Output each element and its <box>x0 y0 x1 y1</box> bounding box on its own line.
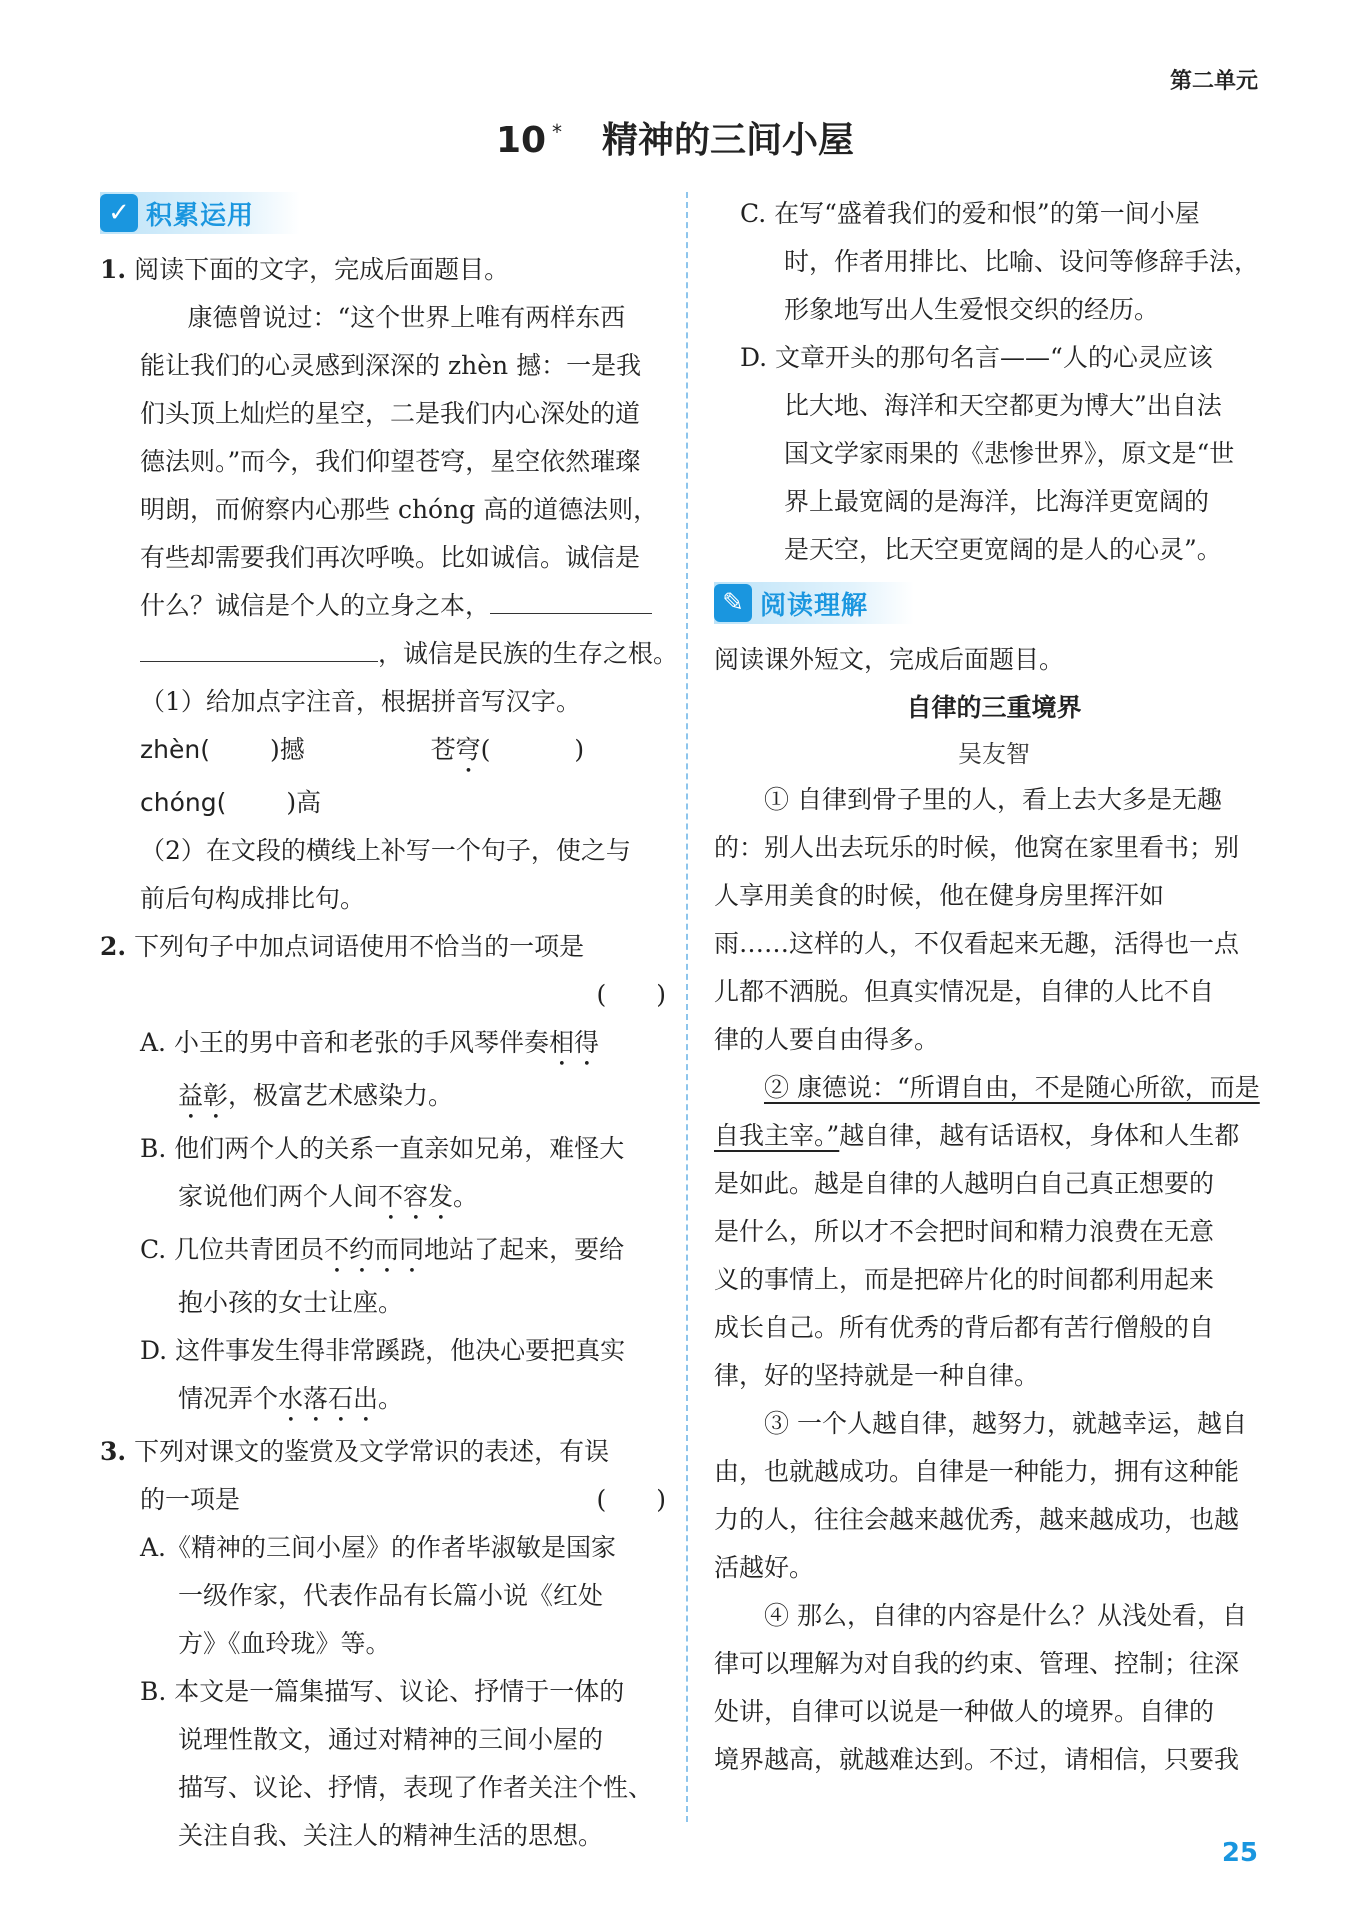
article-line: 境界越高，就越难达到。不过，请相信，只要我 <box>714 1745 1240 1774</box>
underlined-quote: ② 康德说：“所谓自由，不是随心所欲，而是 <box>764 1073 1260 1102</box>
option-b: 家说他们两个人间不容发。 <box>178 1182 479 1211</box>
underlined-quote: 自我主宰。” <box>714 1121 840 1150</box>
passage-line: 们头顶上灿烂的星空，二是我们内心深处的道 <box>140 399 641 428</box>
option-a: 方》《血玲珑》等。 <box>178 1629 391 1658</box>
article-line: 人享用美食的时候，他在健身房里挥汗如 <box>714 881 1165 910</box>
article-line: 律可以理解为对自我的约束、管理、控制；往深 <box>714 1649 1240 1678</box>
article-line: 义的事情上，而是把碎片化的时间都利用起来 <box>714 1265 1215 1294</box>
passage-line: 德法则。”而今，我们仰望苍穹，星空依然璀璨 <box>140 447 641 476</box>
option-a: 一级作家，代表作品有长篇小说《红处 <box>178 1581 604 1610</box>
right-column <box>714 190 1274 1784</box>
option-c: C. 在写“盛着我们的爱和恨”的第一间小屋 <box>740 199 1200 228</box>
lesson-number: 10 <box>495 120 547 161</box>
article-line: 雨……这样的人，不仅看起来无趣，活得也一点 <box>714 929 1240 958</box>
passage-line: 康德曾说过：“这个世界上唯有两样东西 <box>187 303 626 332</box>
column-divider <box>686 192 688 1822</box>
passage-line: 有些却需要我们再次呼唤。比如诚信。诚信是 <box>140 543 641 572</box>
answer-paren[interactable]: ( ) <box>596 1485 666 1514</box>
option-d: 比大地、海洋和天空都更为博大”出自法 <box>784 391 1222 420</box>
article-title: 自律的三重境界 <box>906 693 1082 722</box>
option-c: 形象地写出人生爱恨交织的经历。 <box>784 295 1160 324</box>
article-line: 力的人，往往会越来越优秀，越来越成功，也越 <box>714 1505 1240 1534</box>
article-line: 律的人要自由得多。 <box>714 1025 940 1054</box>
option-d: D. 文章开头的那句名言——“人的心灵应该 <box>740 343 1213 372</box>
passage-line: 能让我们的心灵感到深深的 zhèn 撼：一是我 <box>140 351 642 380</box>
article-line: 由，也就越成功。自律是一种能力，拥有这种能 <box>714 1457 1240 1486</box>
question-1-prompt: 1. 阅读下面的文字，完成后面题目。 <box>100 255 510 284</box>
section-accumulation <box>100 190 670 236</box>
option-d: 界上最宽阔的是海洋，比海洋更宽阔的 <box>784 487 1210 516</box>
option-a: 益彰，极富艺术感染力。 <box>178 1081 454 1110</box>
answer-blank[interactable] <box>140 631 378 662</box>
option-a: A.《精神的三间小屋》的作者毕淑敏是国家 <box>140 1533 617 1562</box>
article-line: 是如此。越是自律的人越明白自己真正想要的 <box>714 1169 1215 1198</box>
lesson-mark: * <box>552 120 563 144</box>
question-2-prompt: 2. 下列句子中加点词语使用不恰当的一项是 <box>100 932 585 961</box>
section-title: 阅读理解 <box>760 590 869 621</box>
article-line: 成长自己。所有优秀的背后都有苦行僧般的自 <box>714 1313 1215 1342</box>
article-line: ④ 那么，自律的内容是什么？从浅处看，自 <box>764 1601 1247 1630</box>
unit-label: 第二单元 <box>1169 69 1258 94</box>
pinyin-items: zhèn( )撼 苍穹( ) <box>140 735 585 764</box>
answer-blank[interactable] <box>490 583 652 614</box>
option-c: C. 几位共青团员不约而同地站了起来，要给 <box>140 1235 625 1264</box>
option-b: B. 本文是一篇集描写、议论、抒情于一体的 <box>140 1677 625 1706</box>
article-author: 吴友智 <box>958 740 1030 768</box>
section-reading <box>714 580 1274 626</box>
checkmark-icon: ✓ <box>100 194 138 232</box>
page-number: 25 <box>1221 1838 1258 1868</box>
question-3-prompt: 的一项是 ( ) <box>100 1476 670 1524</box>
option-b: 描写、议论、抒情，表现了作者关注个性、 <box>178 1773 654 1802</box>
option-b: 说理性散文，通过对精神的三间小屋的 <box>178 1725 604 1754</box>
article-line: 处讲，自律可以说是一种做人的境界。自律的 <box>714 1697 1215 1726</box>
lesson-title <box>0 112 1350 163</box>
article-line: 律，好的坚持就是一种自律。 <box>714 1361 1040 1390</box>
option-b: 关注自我、关注人的精神生活的思想。 <box>178 1821 604 1850</box>
reading-intro: 阅读课外短文，完成后面题目。 <box>714 645 1065 674</box>
article-line: ① 自律到骨子里的人，看上去大多是无趣 <box>764 785 1222 814</box>
article-line <box>714 1064 1274 1112</box>
sub-question-1: （1）给加点字注音，根据拼音写汉字。 <box>140 687 581 716</box>
article-line: ③ 一个人越自律，越努力，就越幸运，越自 <box>764 1409 1247 1438</box>
article-line: 的：别人出去玩乐的时候，他窝在家里看书；别 <box>714 833 1240 862</box>
sub-question-2: （2）在文段的横线上补写一个句子，使之与 <box>140 836 631 865</box>
passage-line: 什么？诚信是个人的立身之本， <box>100 582 670 630</box>
pinyin-items: chóng( )高 <box>140 788 322 817</box>
option-c: 时，作者用排比、比喻、设问等修辞手法， <box>784 247 1260 276</box>
passage-line: 明朗，而俯察内心那些 chóng 高的道德法则， <box>140 495 659 524</box>
option-d: 是天空，比天空更宽阔的是人的心灵”。 <box>784 535 1222 564</box>
article-line: 儿都不洒脱。但真实情况是，自律的人比不自 <box>714 977 1215 1006</box>
passage-line: ，诚信是民族的生存之根。 <box>100 630 670 678</box>
left-column <box>100 190 679 1860</box>
answer-paren[interactable]: ( ) <box>596 980 666 1009</box>
question-3-prompt: 3. 下列对课文的鉴赏及文学常识的表述，有误 <box>100 1437 610 1466</box>
article-line: 自我主宰。”越自律，越有话语权，身体和人生都 <box>714 1121 1240 1150</box>
option-d: D. 这件事发生得非常蹊跷，他决心要把真实 <box>140 1336 626 1365</box>
lesson-name: 精神的三间小屋 <box>602 120 855 161</box>
option-d: 国文学家雨果的《悲惨世界》，原文是“世 <box>784 439 1235 468</box>
option-b: B. 他们两个人的关系一直亲如兄弟，难怪大 <box>140 1134 625 1163</box>
section-title: 积累运用 <box>146 200 255 231</box>
pencil-icon: ✎ <box>714 584 752 622</box>
option-d: 情况弄个水落石出。 <box>178 1384 404 1413</box>
option-c: 抱小孩的女士让座。 <box>178 1288 404 1317</box>
sub-question-2: 前后句构成排比句。 <box>140 884 366 913</box>
article-line: 是什么，所以才不会把时间和精力浪费在无意 <box>714 1217 1215 1246</box>
article-line: 活越好。 <box>714 1553 815 1582</box>
option-a: A. 小王的男中音和老张的手风琴伴奏相得 <box>140 1028 599 1057</box>
